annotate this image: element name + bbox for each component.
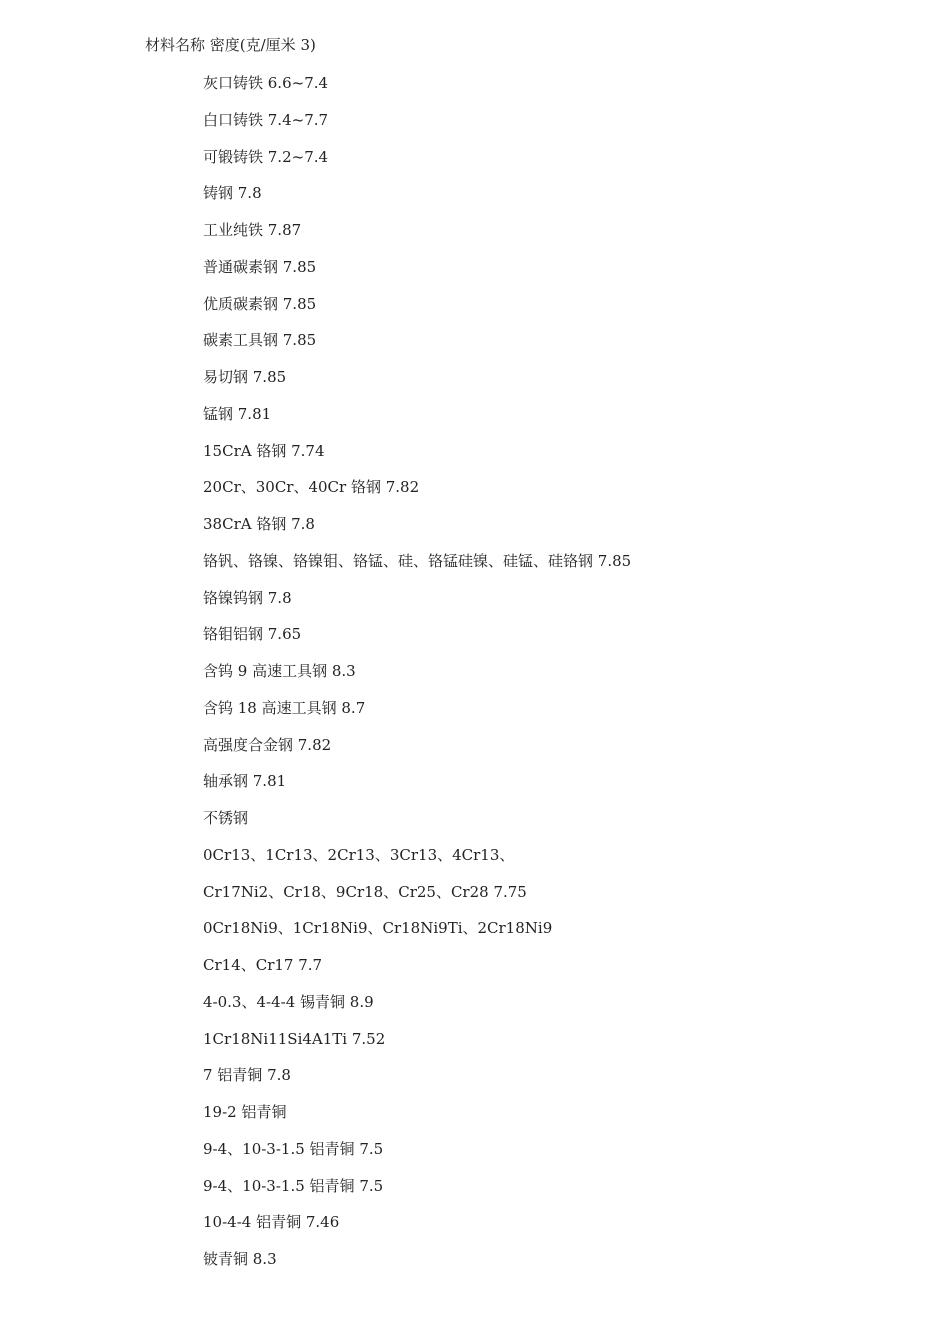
list-item: 普通碳素钢 7.85: [203, 257, 317, 276]
list-item: 工业纯铁 7.87: [203, 221, 302, 239]
list-item: 铬钼铝钢 7.65: [203, 625, 302, 644]
list-item: 含钨 9 高速工具钢 8.3: [203, 662, 356, 680]
list-item: Cr14、Cr17 7.7: [203, 956, 323, 974]
list-item: 0Cr18Ni9、1Cr18Ni9、Cr18Ni9Ti、2Cr18Ni9: [203, 919, 553, 938]
list-item: Cr17Ni2、Cr18、9Cr18、Cr25、Cr28 7.75: [203, 882, 527, 901]
list-item: 9-4、10-3-1.5 铝青铜 7.5: [203, 1139, 384, 1158]
list-item: 铸钢 7.8: [203, 184, 262, 203]
list-item: 高强度合金钢 7.82: [203, 735, 332, 754]
list-item: 优质碳素钢 7.85: [203, 294, 317, 313]
list-item: 0Cr13、1Cr13、2Cr13、3Cr13、4Cr13、: [203, 845, 515, 864]
list-item: 轴承钢 7.81: [203, 772, 287, 791]
list-item: 易切钢 7.85: [203, 368, 287, 386]
list-item: 19-2 铝青铜: [203, 1103, 287, 1121]
list-item: 10-4-4 铝青铜 7.46: [203, 1213, 340, 1232]
list-item: 白口铸铁 7.4~7.7: [203, 110, 329, 129]
list-item: 灰口铸铁 6.6~7.4: [203, 74, 329, 92]
list-item: 锰钢 7.81: [203, 404, 272, 423]
density-list: [203, 72, 631, 1285]
list-item: 7 铝青铜 7.8: [203, 1066, 291, 1085]
list-item: 碳素工具钢 7.85: [203, 331, 317, 350]
list-item: 含钨 18 高速工具钢 8.7: [203, 698, 366, 717]
list-item: 15CrA 铬钢 7.74: [203, 441, 325, 460]
list-item: 铬镍钨钢 7.8: [203, 588, 292, 607]
list-item: 38CrA 铬钢 7.8: [203, 515, 315, 533]
list-item: 铬钒、铬镍、铬镍钼、铬锰、硅、铬锰硅镍、硅锰、硅铬钢 7.85: [203, 551, 632, 570]
list-item: 可锻铸铁 7.2~7.4: [203, 147, 329, 166]
table-heading: 材料名称 密度(克/厘米 3): [145, 36, 316, 54]
list-item: 铍青铜 8.3: [203, 1250, 277, 1268]
list-item: 20Cr、30Cr、40Cr 铬钢 7.82: [203, 478, 420, 497]
list-item: 9-4、10-3-1.5 铝青铜 7.5: [203, 1176, 384, 1195]
list-item: 4-0.3、4-4-4 锡青铜 8.9: [203, 992, 374, 1011]
list-item: 1Cr18Ni11Si4A1Ti 7.52: [203, 1029, 386, 1048]
list-item: 不锈钢: [203, 809, 249, 827]
